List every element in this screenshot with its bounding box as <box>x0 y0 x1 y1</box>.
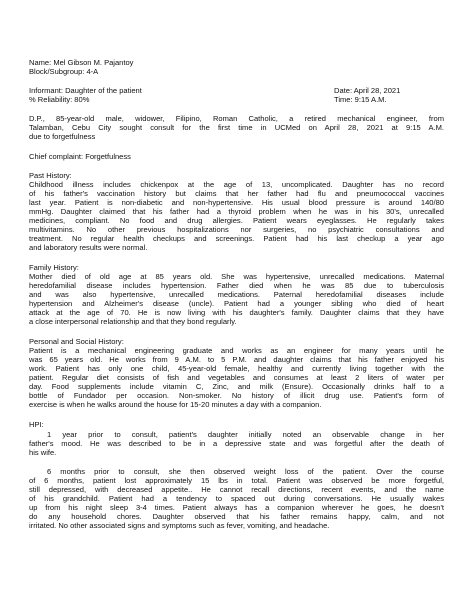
past-history-line: mmHg. Daughter claimed that his father had a thyroid problem when he was in his 30's, unrecalled <box>29 207 444 216</box>
hpi-line: father's mood. He was described to be in a depressive state and was forgetful after the death of <box>29 439 444 448</box>
informant: Informant: Daughter of the patient <box>29 86 142 95</box>
personal-social-line: was 65 years old. He works from 9 A.M. to 5 P.M. and daughter claims that his father enjoyed his <box>29 355 444 364</box>
intro-line: D.P., 85-year-old male, widower, Filipino, Roman Catholic, a retired mechanical engineer, from <box>29 114 444 123</box>
hpi-line: his wife. <box>29 448 57 457</box>
intro-line: due to forgetfulness <box>29 132 96 141</box>
reliability: % Reliability: 80% <box>29 95 90 104</box>
hpi-heading: HPI: <box>29 420 44 429</box>
personal-social-line: bottle of Fundador per occasion. Non-smoker. No history of illicit drug use. Patient's form of <box>29 391 444 400</box>
consult-date: Date: April 28, 2021 <box>334 86 401 95</box>
hpi-line: still depressed, with decreased appetite.. He cannot recall directions, recent events, and the name <box>29 485 444 494</box>
family-history-line: Mother died of old age at 85 years old. She was hypertensive, unrecalled medications. Maternal <box>29 272 444 281</box>
hpi-line: do any household chores. Daughter observed that his father remains happy, calm, and not <box>29 512 444 521</box>
past-history-line: multivitamins. No other previous hospitalizations nor surgeries, no psychiatric consultations and <box>29 225 444 234</box>
hpi-line: of his grandchild. Patient had a tendency to spaced out during conversations. He usually wakes <box>29 494 444 503</box>
personal-social-line: work. Patient has only one child, 45-year-old female, healthy and currently living together with the <box>29 364 444 373</box>
past-history-line: treatment. No regular health checkups and screenings. Patient had his last checkup a year ago <box>29 234 444 243</box>
personal-social-line: Patient is a mechanical engineering graduate and works as an engineer for many years until he <box>29 346 444 355</box>
past-history-line: Childhood illness includes chickenpox at the age of 13, uncomplicated. Daughter has no record <box>29 180 444 189</box>
family-history-line: and was also hypertensive, unrecalled medications. Paternal heredofamilial diseases include <box>29 290 444 299</box>
personal-social-line: exercise is when he walks around the house for 15-20 minutes a day with a companion. <box>29 400 322 409</box>
personal-social-line: day. Food supplements include vitamin C, Zinc, and milk (Ensure). Occasionally drinks half to a <box>29 382 444 391</box>
consult-time: Time: 9:15 A.M. <box>334 95 387 104</box>
intro-line: Talamban, Cebu City sought consult for the first time in UCMed on April 28, 2021 at 9:15 A.M. <box>29 123 444 132</box>
past-history-line: last year. Patient is non-diabetic and non-hypertensive. His usual blood pressure is around 140/80 <box>29 198 444 207</box>
hpi-line: up from his night sleep 3-4 times. Patient always has a companion wherever he goes, he doesn't <box>29 503 444 512</box>
past-history-line: and laboratory results were normal. <box>29 243 148 252</box>
hpi-line: 1 year prior to consult, patient's daughter initially noted an observable change in her <box>47 430 444 439</box>
past-history-line: medicines, compliant. No food and drug allergies. Patient wears eyeglasses. He regularly takes <box>29 216 444 225</box>
personal-social-heading: Personal and Social History: <box>29 337 124 346</box>
family-history-line: hypertension and Alzheimer's disease (uncle). Patient had a younger sibling who died of heart <box>29 299 444 308</box>
patient-name: Name: Mel Gibson M. Pajantoy <box>29 58 134 67</box>
family-history-heading: Family History: <box>29 263 79 272</box>
hpi-line: of 6 months, patient lost approximately 15 lbs in total. Patient was observed be more forgetful, <box>29 476 444 485</box>
past-history-line: of his father's vaccination history but claims that her father had flu and pneumococcal vaccines <box>29 189 444 198</box>
block-subgroup: Block/Subgroup: 4-A <box>29 67 99 76</box>
personal-social-line: patient. Regular diet consists of fish and vegetables and consumes at least 2 liters of water per <box>29 373 444 382</box>
hpi-line: irritated. No other associated signs and symptoms such as fever, vomiting, and headache. <box>29 521 330 530</box>
family-history-line: heredofamilial disease includes hypertension. Father died when he was 85 due to tuberculosis <box>29 281 444 290</box>
family-history-line: attack at the age of 70. He is now living with his daughter's family. Daughter claims that they have <box>29 308 444 317</box>
family-history-line: a close interpersonal relationship and that they bond regularly. <box>29 317 237 326</box>
chief-complaint: Chief complaint: Forgetfulness <box>29 152 131 161</box>
hpi-line: 6 months prior to consult, she then observed weight loss of the patient. Over the course <box>47 467 444 476</box>
past-history-heading: Past History: <box>29 171 72 180</box>
